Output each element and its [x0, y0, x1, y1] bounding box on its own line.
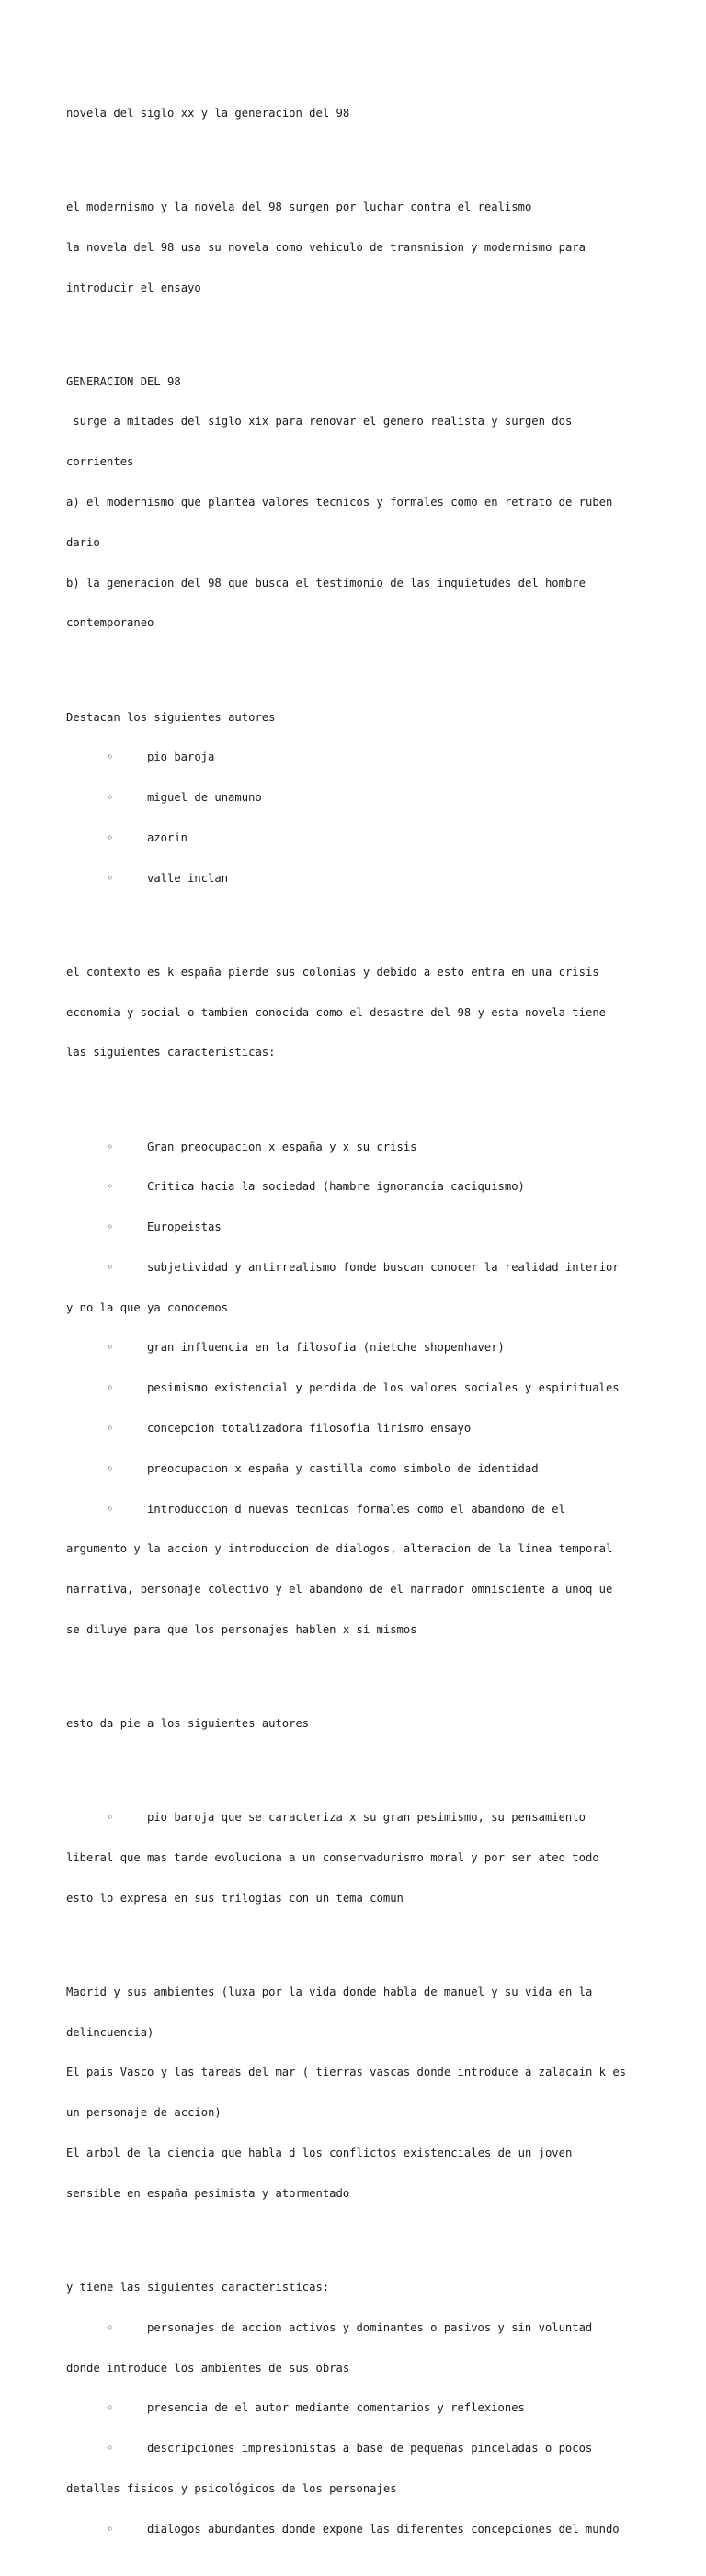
list-item-text: pesimismo existencial y perdida de los valores sociales y espirituales [147, 1381, 620, 1395]
trilogia-line: Madrid y sus ambientes (luxa por la vida donde habla de manuel y su vida en la [66, 1985, 593, 1998]
list-item-continuation: liberal que mas tarde evoluciona a un conservadurismo moral y por ser ateo todo [66, 1850, 599, 1864]
blank-line [66, 2227, 655, 2241]
list-item-text: concepcion totalizadora filosofia lirismo ensayo [147, 1421, 472, 1435]
list-item-continuation: argumento y la accion y introduccion de dialogos, alteracion de la linea temporal [66, 1542, 613, 1556]
generacion-line: b) la generacion del 98 que busca el testimonio de las inquietudes del hombre [66, 576, 586, 590]
list-item-continuation: se diluye para que los personajes hablen x si mismos [66, 1622, 417, 1636]
bullet-icon: ◦ [107, 1180, 114, 1194]
bullet-icon: ◦ [107, 2401, 114, 2415]
bullet-icon: ◦ [107, 750, 114, 764]
blank-line [66, 321, 655, 335]
trilogia-line: El pais Vasco y las tareas del mar ( tierras vascas donde introduce a zalacain k es [66, 2066, 627, 2079]
bullet-icon: ◦ [107, 871, 114, 885]
list-item-text: miguel de unamuno [147, 791, 262, 805]
trilogia-line: un personaje de accion) [66, 2106, 222, 2120]
section-heading-generacion: GENERACION DEL 98 [66, 374, 181, 388]
pie-line: esto da pie a los siguientes autores [66, 1717, 310, 1731]
list-item-text: azorin [147, 830, 188, 844]
document-body [66, 66, 655, 2576]
bullet-icon: ◦ [107, 1811, 114, 1825]
list-item-text: presencia de el autor mediante comentarios y reflexiones [147, 2401, 525, 2415]
blank-line [66, 1664, 655, 1677]
list-item-text: personajes de accion activos y dominantes o pasivos y sin voluntad [147, 2320, 593, 2334]
bullet-icon: ◦ [107, 830, 114, 844]
bullet-icon: ◦ [107, 1220, 114, 1234]
generacion-line: corrientes [66, 455, 134, 469]
list-item [66, 872, 655, 886]
list-item-text: introduccion d nuevas tecnicas formales como el abandono de el [147, 1502, 565, 1516]
list-item-continuation: detalles fisicos y psicológicos de los personajes [66, 2481, 397, 2495]
bullet-icon: ◦ [107, 1260, 114, 1274]
list-item [66, 1140, 655, 1154]
list-item [66, 2442, 655, 2456]
list-item-continuation: y no la que ya conocemos [66, 1300, 229, 1314]
list-item [66, 2321, 655, 2335]
contexto-line: las siguientes caracteristicas: [66, 1046, 276, 1059]
trilogia-line: delincuencia) [66, 2025, 154, 2039]
bullet-icon: ◦ [107, 1461, 114, 1475]
list-item-text: Critica hacia la sociedad (hambre ignorancia caciquismo) [147, 1180, 525, 1194]
bullet-icon: ◦ [107, 1502, 114, 1516]
list-item [66, 2523, 655, 2536]
list-item-text: subjetividad y antirrealismo fonde buscan conocer la realidad interior [147, 1260, 620, 1274]
document-title: novela del siglo xx y la generacion del 98 [66, 106, 350, 120]
blank-line [66, 911, 655, 925]
generacion-line: dario [66, 535, 100, 549]
bullet-icon: ◦ [107, 2442, 114, 2456]
list-item [66, 2401, 655, 2415]
list-item [66, 1503, 655, 1517]
generacion-line: a) el modernismo que plantea valores tecnicos y formales como en retrato de ruben [66, 496, 613, 509]
bullet-icon: ◦ [107, 2522, 114, 2536]
list-item-text: preocupacion x españa y castilla como simbolo de identidad [147, 1461, 539, 1475]
bullet-icon: ◦ [107, 1341, 114, 1355]
trilogia-line: El arbol de la ciencia que habla d los conflictos existenciales de un joven [66, 2147, 573, 2160]
generacion-line: contemporaneo [66, 616, 154, 630]
section-heading-autores: Destacan los siguientes autores [66, 710, 276, 724]
trilogia-line: sensible en españa pesimista y atormentado [66, 2186, 350, 2200]
list-item [66, 1180, 655, 1194]
list-item [66, 1462, 655, 1476]
blank-line [66, 1757, 655, 1771]
list-item-text: dialogos abundantes donde expone las diferentes concepciones del mundo [147, 2522, 620, 2536]
list-item [66, 1341, 655, 1355]
list-item-text: descripciones impresionistas a base de pequeñas pinceladas o pocos [147, 2442, 593, 2456]
list-item-text: pio baroja [147, 750, 215, 764]
list-item [66, 1422, 655, 1436]
list-item [66, 750, 655, 764]
list-item-text: pio baroja que se caracteriza x su gran pesimismo, su pensamiento [147, 1811, 586, 1825]
generacion-line: surge a mitades del siglo xix para renovar el genero realista y surgen dos [66, 415, 573, 429]
bullet-icon: ◦ [107, 791, 114, 805]
blank-line [66, 1932, 655, 1946]
list-item [66, 831, 655, 845]
blank-line [66, 1086, 655, 1100]
bullet-icon: ◦ [107, 1381, 114, 1395]
list-item-text: Europeistas [147, 1220, 222, 1234]
intro-line: introducir el ensayo [66, 280, 201, 294]
contexto-line: el contexto es k españa pierde sus colonias y debido a esto entra en una crisis [66, 965, 599, 979]
blank-line [66, 147, 655, 161]
list-item-continuation: narrativa, personaje colectivo y el abandono de el narrador omnisciente a unoq ue [66, 1583, 613, 1597]
bullet-icon: ◦ [107, 1139, 114, 1153]
list-item-text: Gran preocupacion x españa y x su crisis [147, 1139, 417, 1153]
list-item [66, 1811, 655, 1825]
intro-line: el modernismo y la novela del 98 surgen por luchar contra el realismo [66, 200, 532, 213]
list-item [66, 791, 655, 805]
list-item [66, 1220, 655, 1234]
list-item-continuation: donde introduce los ambientes de sus obras [66, 2361, 350, 2375]
list-item-text: valle inclan [147, 871, 229, 885]
intro-line: la novela del 98 usa su novela como vehiculo de transmision y modernismo para [66, 240, 586, 254]
bullet-icon: ◦ [107, 2320, 114, 2334]
list-item-continuation: esto lo expresa en sus trilogias con un tema comun [66, 1891, 404, 1905]
list-item [66, 1381, 655, 1395]
contexto-line: economia y social o tambien conocida como el desastre del 98 y esta novela tiene [66, 1005, 606, 1019]
list-item-text: gran influencia en la filosofia (nietche shopenhaver) [147, 1341, 505, 1355]
blank-line [66, 657, 655, 670]
list-item [66, 1261, 655, 1275]
bullet-icon: ◦ [107, 1421, 114, 1435]
section-heading-tiene: y tiene las siguientes caracteristicas: [66, 2280, 330, 2294]
